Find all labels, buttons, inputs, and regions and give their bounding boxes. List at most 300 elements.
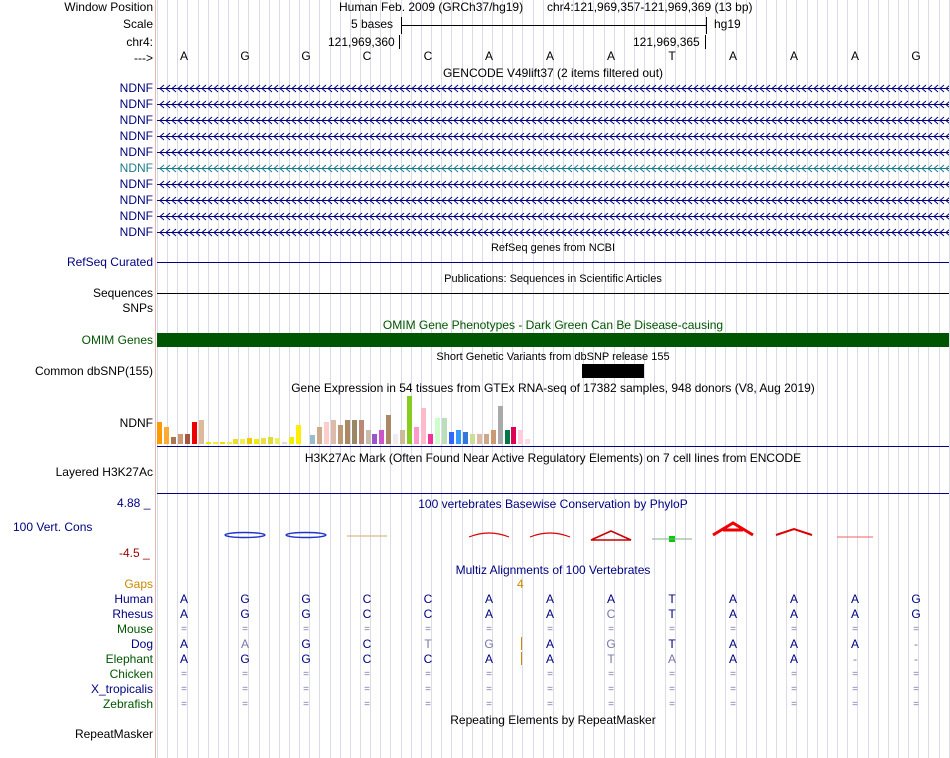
sequences-label[interactable]: Sequences — [92, 286, 153, 300]
grid-line — [746, 0, 747, 758]
gtex-tissue-bar[interactable] — [254, 439, 259, 444]
grid-line — [340, 0, 341, 758]
multiz-base: = — [486, 699, 492, 710]
grid-line — [705, 0, 706, 758]
gencode-row-label[interactable]: NDNF — [119, 129, 153, 143]
gtex-tissue-bar[interactable] — [518, 430, 523, 444]
multiz-base: G — [240, 592, 250, 606]
multiz-base: = — [242, 669, 248, 680]
gtex-tissue-bar[interactable] — [303, 442, 308, 444]
phylop-title[interactable]: 100 vertebrates Basewise Conservation by PhyloP — [418, 497, 688, 511]
gtex-tissue-bar[interactable] — [498, 406, 503, 444]
phylop-mark — [591, 531, 631, 540]
strand-label: ---> — [134, 51, 153, 65]
coord-right-tick — [705, 35, 706, 49]
multiz-base: = — [547, 684, 553, 695]
base-letter: G — [911, 49, 921, 63]
gencode-transcript-line[interactable] — [157, 131, 949, 142]
gtex-bar-chart[interactable] — [157, 396, 537, 444]
multiz-base: = — [730, 624, 736, 635]
grid-line — [218, 0, 219, 758]
dbsnp-title[interactable]: Short Genetic Variants from dbSNP release 155 — [436, 351, 670, 363]
gtex-tissue-bar[interactable] — [178, 434, 183, 444]
gtex-tissue-bar[interactable] — [407, 396, 412, 444]
multiz-base: = — [852, 669, 858, 680]
gtex-tissue-bar[interactable] — [261, 438, 266, 444]
refseq-line[interactable] — [157, 262, 949, 263]
multiz-base: G — [484, 637, 494, 651]
gtex-tissue-bar[interactable] — [511, 427, 516, 444]
multiz-base: = — [303, 684, 309, 695]
gtex-tissue-bar[interactable] — [421, 408, 426, 444]
db-text: hg19 — [714, 17, 741, 31]
grid-line — [827, 0, 828, 758]
grid-line — [776, 0, 777, 758]
multiz-species-label[interactable]: Rhesus — [112, 607, 153, 621]
omim-gene-bar[interactable] — [157, 333, 949, 347]
grid-line — [522, 0, 523, 758]
gtex-title[interactable]: Gene Expression in 54 tissues from GTEx RNA-seq of 17382 samples, 948 donors (V8, Aug 2019) — [291, 381, 815, 395]
scale-text: 5 bases — [351, 17, 394, 31]
grid-line — [583, 0, 584, 758]
gtex-tissue-bar[interactable] — [157, 422, 162, 444]
multiz-base: A — [179, 637, 188, 651]
gencode-row-label[interactable]: NDNF — [119, 97, 153, 111]
gtex-tissue-bar[interactable] — [296, 425, 301, 444]
multiz-base: = — [791, 624, 797, 635]
gtex-tissue-bar[interactable] — [233, 439, 238, 444]
grid-line — [898, 0, 899, 758]
multiz-base: A — [789, 592, 798, 606]
omim-label[interactable]: OMIM Genes — [81, 333, 153, 347]
multiz-base: C — [362, 637, 372, 651]
multiz-base: C — [362, 652, 372, 666]
gencode-title[interactable]: GENCODE V49lift37 (2 items filtered out) — [442, 66, 664, 80]
gap-insertion-mark — [521, 637, 522, 650]
multiz-base: = — [181, 699, 187, 710]
multiz-base: A — [850, 592, 859, 606]
h3k27ac-baseline — [157, 493, 949, 494]
grid-line — [807, 0, 808, 758]
phylop-svg[interactable] — [156, 515, 950, 555]
grid-line — [198, 0, 199, 758]
gtex-tissue-bar[interactable] — [366, 430, 371, 444]
multiz-base: = — [425, 669, 431, 680]
grid-line — [462, 0, 463, 758]
gtex-tissue-bar[interactable] — [393, 434, 398, 444]
multiz-base: T — [424, 637, 432, 651]
grid-line — [593, 0, 594, 758]
multiz-base: G — [911, 607, 921, 621]
gtex-tissue-bar[interactable] — [428, 434, 433, 444]
gtex-tissue-bar[interactable] — [400, 430, 405, 444]
multiz-base: = — [303, 624, 309, 635]
gencode-transcript-line[interactable] — [157, 115, 949, 126]
gtex-tissue-bar[interactable] — [282, 442, 287, 444]
gtex-baseline — [157, 446, 949, 447]
multiz-base: A — [789, 607, 798, 621]
gtex-tissue-bar[interactable] — [317, 427, 322, 444]
gencode-row-label[interactable]: NDNF — [119, 177, 153, 191]
gencode-transcript-line[interactable] — [157, 211, 949, 222]
base-letter: A — [728, 49, 737, 63]
multiz-base: = — [608, 624, 614, 635]
base-letter: A — [179, 49, 188, 63]
gtex-tissue-bar[interactable] — [227, 442, 232, 444]
multiz-base: = — [486, 684, 492, 695]
gtex-tissue-bar[interactable] — [199, 420, 204, 444]
multiz-base: A — [789, 637, 798, 651]
grid-line — [644, 0, 645, 758]
multiz-base: = — [242, 684, 248, 695]
refseq-label[interactable]: RefSeq Curated — [66, 255, 153, 269]
multiz-base: G — [301, 637, 311, 651]
multiz-base: = — [852, 699, 858, 710]
base-letter: T — [668, 49, 676, 63]
gtex-tissue-bar[interactable] — [338, 425, 343, 444]
multiz-base: A — [484, 592, 493, 606]
multiz-base: A — [850, 607, 859, 621]
gtex-tissue-bar[interactable] — [206, 442, 211, 444]
multiz-base: = — [791, 684, 797, 695]
gtex-tissue-bar[interactable] — [359, 420, 364, 444]
grid-line — [563, 0, 564, 758]
grid-line — [654, 0, 655, 758]
gtex-tissue-bar[interactable] — [192, 422, 197, 444]
multiz-base: A — [728, 652, 737, 666]
grid-line — [401, 0, 402, 758]
multiz-base: = — [608, 669, 614, 680]
base-letter: C — [423, 49, 433, 63]
multiz-base: = — [364, 669, 370, 680]
multiz-base: = — [364, 684, 370, 695]
grid-line — [390, 0, 391, 758]
phylop-track[interactable] — [156, 515, 950, 555]
grid-line — [451, 0, 452, 758]
phylop-max-label: 4.88 _ — [117, 496, 151, 510]
grid-line — [512, 0, 513, 758]
gencode-row-label[interactable]: NDNF — [119, 225, 153, 239]
gtex-tissue-bar[interactable] — [289, 437, 294, 444]
multiz-base: = — [364, 699, 370, 710]
multiz-base: = — [852, 684, 858, 695]
grid-line — [319, 0, 320, 758]
phylop-mark — [530, 533, 570, 537]
phylop-label[interactable]: 100 Vert. Cons — [13, 520, 93, 534]
multiz-base: = — [303, 699, 309, 710]
gtex-tissue-bar[interactable] — [324, 422, 329, 444]
gtex-tissue-bar[interactable] — [477, 434, 482, 444]
gtex-tissue-bar[interactable] — [386, 415, 391, 444]
grid-line — [634, 0, 635, 758]
coord-right: 121,969,365 — [633, 35, 700, 49]
gencode-row-label[interactable]: NDNF — [119, 209, 153, 223]
multiz-species-label[interactable]: X_tropicalis — [90, 682, 153, 696]
multiz-base: A — [728, 607, 737, 621]
multiz-base: = — [425, 624, 431, 635]
gencode-row-label[interactable]: NDNF — [119, 145, 153, 159]
multiz-base: A — [545, 592, 554, 606]
grid-line — [350, 0, 351, 758]
multiz-base: = — [547, 669, 553, 680]
gtex-tissue-bar[interactable] — [171, 437, 176, 444]
gtex-tissue-bar[interactable] — [310, 435, 315, 444]
multiz-base: A — [545, 652, 554, 666]
multiz-base: C — [423, 592, 433, 606]
multiz-base: = — [486, 669, 492, 680]
grid-line — [695, 0, 696, 758]
gtex-tissue-bar[interactable] — [268, 437, 273, 444]
h3k27ac-label[interactable]: Layered H3K27Ac — [55, 465, 153, 479]
multiz-base: C — [423, 652, 433, 666]
multiz-base: A — [667, 652, 676, 666]
base-letter: G — [240, 49, 250, 63]
grid-line — [573, 0, 574, 758]
range-text: chr4:121,969,357-121,969,369 (13 bp) — [547, 0, 753, 14]
multiz-base: = — [425, 699, 431, 710]
assembly-text: Human Feb. 2009 (GRCh37/hg19) — [339, 0, 524, 14]
gtex-tissue-bar[interactable] — [220, 442, 225, 444]
base-letter: A — [789, 49, 798, 63]
multiz-base: = — [791, 669, 797, 680]
gencode-transcript-line[interactable] — [157, 163, 949, 174]
multiz-base: = — [486, 624, 492, 635]
omim-title[interactable]: OMIM Gene Phenotypes - Dark Green Can Be Disease-causing — [382, 318, 724, 332]
multiz-species-label[interactable]: Chicken — [109, 667, 153, 681]
multiz-base: = — [608, 699, 614, 710]
multiz-base: = — [242, 699, 248, 710]
gtex-label[interactable]: NDNF — [119, 416, 153, 430]
gap-insertion-mark — [521, 652, 522, 665]
grid-line — [888, 0, 889, 758]
dbsnp-label[interactable]: Common dbSNP(155) — [34, 364, 153, 378]
multiz-base: = — [669, 624, 675, 635]
grid-line — [928, 0, 929, 758]
grid-line — [533, 0, 534, 758]
dbsnp-variant-block[interactable] — [582, 364, 644, 378]
gtex-tissue-bar[interactable] — [240, 439, 245, 444]
multiz-base: G — [301, 607, 311, 621]
gtex-tissue-bar[interactable] — [372, 434, 377, 444]
multiz-base: = — [913, 684, 919, 695]
grid-line — [228, 0, 229, 758]
multiz-base: = — [730, 699, 736, 710]
multiz-base: A — [728, 637, 737, 651]
repeatmasker-title[interactable]: Repeating Elements by RepeatMasker — [450, 713, 656, 727]
base-letter: A — [484, 49, 493, 63]
multiz-base: = — [669, 699, 675, 710]
publications-title[interactable]: Publications: Sequences in Scientific Articles — [444, 273, 662, 285]
grid-line — [279, 0, 280, 758]
gencode-transcript-line[interactable] — [157, 147, 949, 158]
multiz-base: - — [914, 652, 918, 666]
gencode-transcript-line[interactable] — [157, 99, 949, 110]
base-letter: C — [362, 49, 372, 63]
multiz-base: = — [730, 684, 736, 695]
multiz-base: - — [853, 652, 857, 666]
gtex-tissue-bar[interactable] — [379, 430, 384, 444]
multiz-base: A — [240, 637, 249, 651]
multiz-base: = — [364, 624, 370, 635]
multiz-base: = — [852, 624, 858, 635]
multiz-base: = — [547, 624, 553, 635]
grid-line — [208, 0, 209, 758]
multiz-base: A — [179, 652, 188, 666]
multiz-base: = — [425, 684, 431, 695]
gtex-tissue-bar[interactable] — [505, 430, 510, 444]
multiz-base: A — [179, 607, 188, 621]
multiz-species-label[interactable]: Zebrafish — [102, 697, 153, 711]
gencode-transcript-line[interactable] — [157, 195, 949, 206]
grid-line — [472, 0, 473, 758]
multiz-base: A — [484, 607, 493, 621]
multiz-base: T — [607, 652, 615, 666]
multiz-base: C — [362, 607, 372, 621]
gtex-tissue-bar[interactable] — [352, 420, 357, 444]
multiz-base: A — [545, 607, 554, 621]
multiz-title[interactable]: Multiz Alignments of 100 Vertebrates — [455, 563, 651, 577]
grid-line — [330, 0, 331, 758]
gtex-tissue-bar[interactable] — [247, 438, 252, 444]
grid-line — [502, 0, 503, 758]
gtex-tissue-bar[interactable] — [484, 434, 489, 444]
multiz-base: = — [913, 624, 919, 635]
gencode-row-label[interactable]: NDNF — [119, 113, 153, 127]
gtex-tissue-bar[interactable] — [213, 442, 218, 444]
multiz-base: G — [911, 592, 921, 606]
gtex-tissue-bar[interactable] — [449, 432, 454, 444]
multiz-species-label[interactable]: Mouse — [116, 622, 153, 636]
multiz-base: = — [181, 684, 187, 695]
multiz-base: C — [423, 607, 433, 621]
coord-left: 121,969,360 — [328, 35, 395, 49]
multiz-species-label[interactable]: Human — [114, 592, 153, 606]
gencode-transcript-line[interactable] — [157, 83, 949, 94]
grid-line — [837, 0, 838, 758]
multiz-base: A — [179, 592, 188, 606]
label-separator — [155, 0, 156, 758]
gtex-tissue-bar[interactable] — [345, 420, 350, 444]
grid-line — [715, 0, 716, 758]
gap-count: 4 — [517, 577, 524, 591]
gtex-tissue-bar[interactable] — [470, 434, 475, 444]
gtex-tissue-bar[interactable] — [275, 438, 280, 444]
gencode-transcript-line[interactable] — [157, 179, 949, 190]
multiz-base: A — [850, 637, 859, 651]
multiz-base: G — [301, 592, 311, 606]
multiz-base: G — [301, 652, 311, 666]
multiz-base: T — [668, 607, 676, 621]
refseq-title[interactable]: RefSeq genes from NCBI — [490, 242, 616, 254]
repeatmasker-label[interactable]: RepeatMasker — [74, 727, 153, 741]
multiz-base: = — [303, 669, 309, 680]
grid-line — [289, 0, 290, 758]
multiz-base: C — [362, 592, 372, 606]
gtex-tissue-bar[interactable] — [164, 427, 169, 444]
h3k27ac-title[interactable]: H3K27Ac Mark (Often Found Near Active Regulatory Elements) on 7 cell lines from ENCODE — [304, 451, 802, 465]
multiz-base: = — [913, 699, 919, 710]
multiz-base: G — [606, 637, 616, 651]
gtex-tissue-bar[interactable] — [442, 418, 447, 444]
base-letter: A — [606, 49, 615, 63]
multiz-base: A — [606, 592, 615, 606]
grid-line — [157, 0, 158, 758]
phylop-mark — [225, 533, 265, 538]
grid-line — [441, 0, 442, 758]
grid-line — [766, 0, 767, 758]
snps-label[interactable]: SNPs — [122, 301, 153, 315]
grid-line — [411, 0, 412, 758]
base-letter: A — [850, 49, 859, 63]
base-letter: A — [545, 49, 554, 63]
gtex-tissue-bar[interactable] — [331, 420, 336, 444]
gencode-row-label[interactable]: NDNF — [119, 81, 153, 95]
gencode-transcript-line[interactable] — [157, 227, 949, 238]
gtex-tissue-bar[interactable] — [491, 430, 496, 444]
multiz-base: = — [913, 669, 919, 680]
phylop-min-label: -4.5 _ — [119, 546, 150, 560]
multiz-base: - — [914, 637, 918, 651]
gtex-tissue-bar[interactable] — [185, 434, 190, 444]
gtex-tissue-bar[interactable] — [456, 430, 461, 444]
multiz-species-label[interactable]: Elephant — [105, 652, 153, 666]
grid-line — [167, 0, 168, 758]
multiz-base: A — [789, 652, 798, 666]
phylop-mark — [286, 533, 326, 538]
grid-line — [685, 0, 686, 758]
window-position-label: Window Position — [64, 0, 153, 14]
gencode-row-label[interactable]: NDNF — [119, 161, 153, 175]
phylop-mark — [713, 523, 753, 535]
multiz-base: A — [728, 592, 737, 606]
phylop-mark — [469, 533, 509, 537]
coord-left-tick — [399, 35, 400, 49]
multiz-base: G — [240, 607, 250, 621]
grid-line — [878, 0, 879, 758]
grid-line — [939, 0, 940, 758]
phylop-mark — [776, 529, 812, 535]
grid-line — [269, 0, 270, 758]
gencode-row-label[interactable]: NDNF — [119, 193, 153, 207]
multiz-base: C — [606, 607, 616, 621]
grid-line — [756, 0, 757, 758]
gtex-tissue-bar[interactable] — [435, 418, 440, 444]
gtex-tissue-bar[interactable] — [414, 427, 419, 444]
multiz-base: = — [547, 699, 553, 710]
scale-label: Scale — [122, 17, 153, 31]
multiz-base: = — [242, 624, 248, 635]
multiz-base: = — [608, 684, 614, 695]
grid-line — [868, 0, 869, 758]
multiz-base: A — [545, 637, 554, 651]
base-letter: G — [301, 49, 311, 63]
multiz-base: = — [181, 669, 187, 680]
gaps-label: Gaps — [124, 577, 153, 591]
grid-line — [817, 0, 818, 758]
gtex-tissue-bar[interactable] — [525, 439, 530, 444]
gtex-tissue-bar[interactable] — [463, 432, 468, 444]
chrom-label: chr4: — [126, 35, 153, 49]
sequences-line[interactable] — [157, 293, 949, 294]
multiz-base: A — [484, 652, 493, 666]
grid-line — [624, 0, 625, 758]
scale-bar — [401, 17, 707, 34]
multiz-species-label[interactable]: Dog — [130, 637, 153, 651]
multiz-base: = — [791, 699, 797, 710]
multiz-base: T — [668, 637, 676, 651]
multiz-base: = — [669, 669, 675, 680]
grid-line — [380, 0, 381, 758]
